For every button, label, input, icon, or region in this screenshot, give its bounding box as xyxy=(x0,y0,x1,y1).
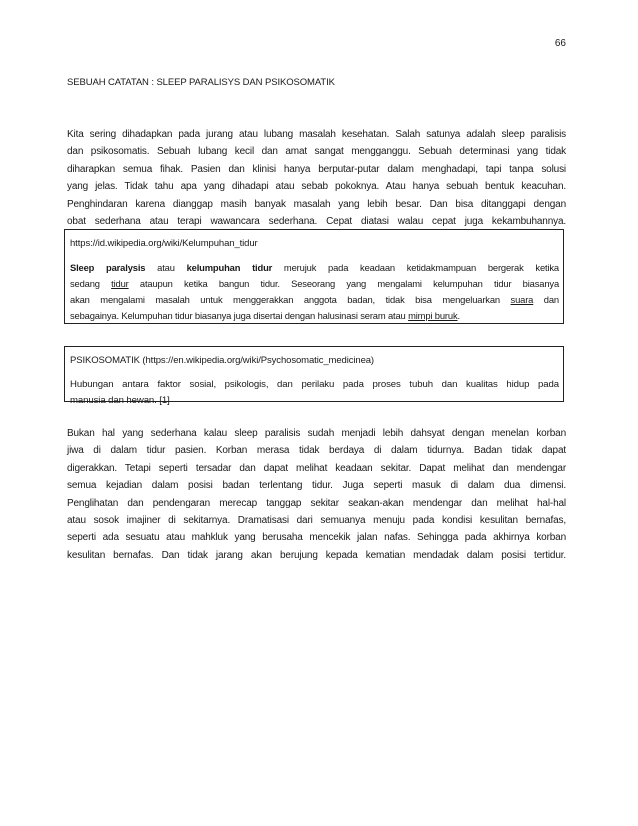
wikipedia-quote-box-psikosomatik xyxy=(64,346,564,406)
paragraph-line: digerakkan. Tetapi seperti tersadar dan dapat melihat keadaan sekitar. Dapat melihat dan mendengar xyxy=(67,462,566,474)
paragraph-line: seperti ada sesuatu atau mahkluk yang berusaha mencekik jalan nafas. Sehingga pada akhirnya korban xyxy=(67,532,566,544)
paragraph-line: diharapkan semua fihak. Pasien dan klinisi hanya berputar-putar dalam menghadapi, tapi tanpa solusi xyxy=(67,163,566,175)
source-url[interactable]: https://id.wikipedia.org/wiki/Kelumpuhan_tidur xyxy=(70,238,258,249)
paragraph-line: Bukan hal yang sederhana kalau sleep paralisis sudah menjadi lebih dahsyat dengan menelan korban xyxy=(67,428,566,439)
quote-text: sedang xyxy=(70,278,112,289)
quote-line: Hubungan antara faktor sosial, psikologis, dan perilaku pada proses tubuh dan kualitas hidup pada xyxy=(70,379,559,390)
paragraph-line: semua kejadian dalam posisi badan terlentang tidur. Juga seperti masuk di dalam dua dimensi. xyxy=(67,480,566,492)
paragraph-line: Kita sering dihadapkan pada jurang atau lubang masalah kesehatan. Salah satunya adalah sleep paralisis xyxy=(67,129,566,140)
link-mimpi-buruk[interactable]: mimpi buruk xyxy=(408,310,458,321)
paragraph-line: kesulitan bernafas. Dan tidak jarang akan berujung kepada kematian mendadak dalam posisi tertidur. xyxy=(67,549,566,561)
quote-text: dan xyxy=(533,294,559,305)
wikipedia-quote-box-sleep-paralysis xyxy=(64,229,564,324)
quote-text: . xyxy=(457,310,460,321)
quote-line xyxy=(70,276,559,292)
link-suara[interactable]: suara xyxy=(510,294,534,305)
quote-body xyxy=(70,260,559,324)
page-number: 66 xyxy=(554,38,566,49)
section-heading: SEBUAH CATATAN : SLEEP PARALISYS DAN PSIKOSOMATIK xyxy=(67,77,335,88)
term-sleep-paralysis: Sleep paralysis xyxy=(70,262,146,273)
paragraph-line: obat sederhana atau terapi wawancara sederhana. Cepat diatasi walau cepat juga kekambuhannya. xyxy=(67,215,566,227)
quote-line xyxy=(70,260,559,276)
paragraph-line: yang jelas. Tidak tahu apa yang dihadapi atau sebab pokoknya. Atau hanya sebuah bentuk keacuhan. xyxy=(67,181,566,193)
paragraph-line: atau sosok imajiner di sekitarnya. Dramatisasi dari semuanya menuju pada kondisi kesulitan bernafas, xyxy=(67,514,566,526)
quote-text: merujuk pada keadaan ketidakmampuan bergerak ketika xyxy=(272,262,559,273)
quote-text: akan mengalami masalah untuk menggerakkan anggota badan, tidak bisa mengeluarkan xyxy=(70,294,511,305)
intro-paragraph xyxy=(67,126,566,230)
quote-body xyxy=(70,377,559,409)
quote-line xyxy=(70,308,559,324)
quote-text: ataupun ketika bangun tidur. Seseorang yang mengalami kelumpuhan tidur biasanya xyxy=(128,278,560,289)
paragraph-line: Penglihatan dan pendengaran merecap tanggap sekitar seakan-akan mendengar dan melihat hal-hal xyxy=(67,497,566,509)
quote-line xyxy=(70,292,559,308)
body-paragraph xyxy=(67,425,566,564)
link-tidur[interactable]: tidur xyxy=(111,278,129,289)
source-url: PSIKOSOMATIK (https://en.wikipedia.org/wiki/Psychosomatic_medicinea) xyxy=(70,355,375,366)
paragraph-line: Penghindaran karena dianggap masih banyak masalah yang lebih besar. Dan bisa ditanggapi dengan xyxy=(67,198,566,210)
quote-text: sebagainya. Kelumpuhan tidur biasanya juga disertai dengan halusinasi seram atau xyxy=(70,310,409,321)
term-kelumpuhan-tidur: kelumpuhan tidur xyxy=(186,262,273,273)
quote-line: manusia dan hewan. [1] xyxy=(70,395,170,406)
paragraph-line: dan psikosomatis. Sebuah lubang kecil dan amat sangat mengganggu. Sebuah determinasi yang tidak xyxy=(67,146,566,158)
paragraph-line: jiwa di dalam tidur pasien. Korban merasa tidak berdaya di dalam tidurnya. Badan tidak dapat xyxy=(67,445,566,457)
quote-text: atau xyxy=(145,262,187,273)
